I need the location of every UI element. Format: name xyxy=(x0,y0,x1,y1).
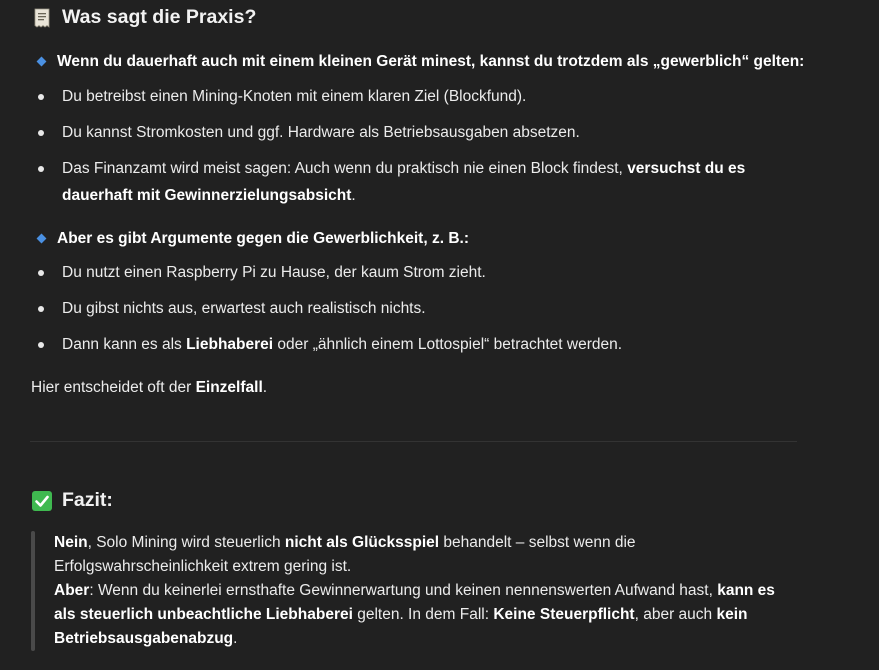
bullet-icon xyxy=(38,130,44,136)
list-item-continuation: dauerhaft mit Gewinnerzielungsabsicht. xyxy=(62,187,356,204)
bullet-icon xyxy=(38,306,44,312)
bullet-icon xyxy=(38,166,44,172)
diamond-bullet-icon xyxy=(37,234,47,244)
list-item: Das Finanzamt wird meist sagen: Auch wenn du praktisch nie einen Block findest, versuchst du es xyxy=(62,160,746,177)
list-item: Du nutzt einen Raspberry Pi zu Hause, der kaum Strom zieht. xyxy=(62,264,486,281)
diamond-bullet-icon xyxy=(37,57,47,67)
list-item: Du gibst nichts aus, erwartest auch realistisch nichts. xyxy=(62,300,426,317)
bullet-icon xyxy=(38,270,44,276)
bullet-icon xyxy=(38,94,44,100)
blockquote-line: Erfolgswahrscheinlichkeit extrem gering ist. xyxy=(54,558,352,575)
receipt-icon xyxy=(32,8,52,28)
point-2-text: Aber es gibt Argumente gegen die Gewerblichkeit, z. B.: xyxy=(57,230,469,247)
divider xyxy=(30,441,797,442)
check-mark-icon xyxy=(32,491,52,511)
blockquote-line: Aber: Wenn du keinerlei ernsthafte Gewinnerwartung und keinen nennenswerten Aufwand hast, kann es xyxy=(54,582,775,599)
blockquote-line: als steuerlich unbeachtliche Liebhaberei gelten. In dem Fall: Keine Steuerpflicht, aber auch kein xyxy=(54,606,748,623)
section-title: Was sagt die Praxis? xyxy=(62,6,257,28)
blockquote-line: Nein, Solo Mining wird steuerlich nicht als Glücksspiel behandelt – selbst wenn die xyxy=(54,534,636,551)
list-item: Du betreibst einen Mining-Knoten mit einem klaren Ziel (Blockfund). xyxy=(62,88,527,105)
blockquote-bar xyxy=(31,531,35,651)
note-paragraph: Hier entscheidet oft der Einzelfall. xyxy=(31,379,268,396)
section-title: Fazit: xyxy=(62,489,113,511)
bullet-icon xyxy=(38,342,44,348)
blockquote-line: Betriebsausgabenabzug. xyxy=(54,630,238,647)
point-1-text: Wenn du dauerhaft auch mit einem kleinen Gerät minest, kannst du trotzdem als „gewerblich“ gelten: xyxy=(57,53,805,70)
list-item: Dann kann es als Liebhaberei oder „ähnlich einem Lottospiel“ betrachtet werden. xyxy=(62,336,623,353)
section-heading-fazit xyxy=(32,489,113,512)
section-heading-praxis xyxy=(32,6,256,29)
list-item: Du kannst Stromkosten und ggf. Hardware als Betriebsausgaben absetzen. xyxy=(62,124,580,141)
